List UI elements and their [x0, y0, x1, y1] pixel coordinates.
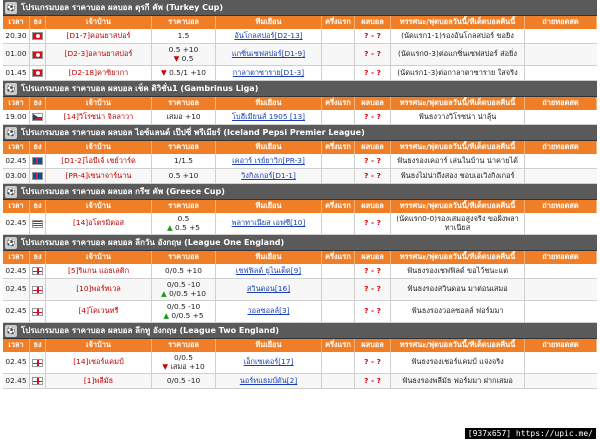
flag-is-icon: [32, 157, 43, 165]
header-home: เจ้าบ้าน: [46, 339, 152, 352]
header-tips: ทรรศนะ/ฟุตบอลวันนี้/ทีเด็ดบอลคืนนี้: [391, 141, 525, 154]
flag-cz-icon: [32, 113, 43, 121]
header-price: ราคาบอล: [152, 141, 216, 154]
match-time: 02.45: [3, 279, 30, 300]
match-row: [3, 352, 597, 374]
arrow-down-icon: ▼: [162, 361, 171, 371]
header-price: ราคาบอล: [152, 16, 216, 29]
final-score: ? - ?: [355, 301, 391, 322]
flag-en-icon: [32, 359, 43, 367]
arrow-down-icon: ▼: [173, 53, 182, 63]
odds-price: 1.5: [152, 29, 216, 43]
header-live: ถ่ายทอดสด: [525, 339, 597, 352]
first-half-score: [322, 279, 355, 300]
league-title: โปรแกรมบอล ราคาบอล ผลบอล เช็ค ดิวิชั่น1 (Gambrinus Liga): [21, 84, 259, 93]
header-time: เวลา: [3, 16, 30, 29]
final-score: ? - ?: [355, 154, 391, 168]
match-row: [3, 169, 597, 184]
league-title: โปรแกรมบอล ราคาบอล ผลบอล ไอซ์แลนด์ เป๊ปซี่ พรีเมียร์ (Iceland Pepsi Premier League): [21, 128, 365, 137]
home-team-link[interactable]: [14]วิโรซน่า จิลลาวา: [46, 110, 152, 124]
final-score: ? - ?: [355, 264, 391, 278]
header-time: เวลา: [3, 200, 30, 213]
final-score: ? - ?: [355, 44, 391, 65]
country-flag-icon: [30, 169, 46, 183]
match-time: 02.45: [3, 264, 30, 278]
header-price: ราคาบอล: [152, 97, 216, 110]
header-live: ถ่ายทอดสด: [525, 200, 597, 213]
header-flag: ธง: [30, 16, 46, 29]
flag-tr-icon: [32, 69, 43, 77]
header-tips: ทรรศนะ/ฟุตบอลวันนี้/ทีเด็ดบอลคืนนี้: [391, 16, 525, 29]
country-flag-icon: [30, 213, 46, 234]
watermark: [937x657] https://upic.me/: [465, 428, 596, 439]
final-score: ? - ?: [355, 279, 391, 300]
match-time: 02.45: [3, 352, 30, 373]
header-half: ครึ่งแรก: [322, 339, 355, 352]
header-price: ราคาบอล: [152, 251, 216, 264]
live-broadcast: [525, 154, 597, 168]
home-team-link[interactable]: [5]ริแกน แอธเลติก: [46, 264, 152, 278]
odds-price: 1/1.5: [152, 154, 216, 168]
header-half: ครึ่งแรก: [322, 251, 355, 264]
flag-en-icon: [32, 308, 43, 316]
home-team-link[interactable]: [D2-18]คาซิยากา: [46, 66, 152, 80]
match-time: 02.45: [3, 301, 30, 322]
flag-en-icon: [32, 267, 43, 275]
header-tips: ทรรศนะ/ฟุตบอลวันนี้/ทีเด็ดบอลคืนนี้: [391, 97, 525, 110]
away-team-link[interactable]: เอ็กเซเตอร์[17]: [216, 352, 322, 373]
league-logo-icon: ⚽: [6, 326, 16, 335]
away-team-link[interactable]: แกซิ่นเซฟสปอร์[D1-9]: [216, 44, 322, 65]
match-time: 03.00: [3, 169, 30, 183]
league-header[interactable]: [3, 184, 597, 200]
away-team-link[interactable]: สวินดอน[16]: [216, 279, 322, 300]
odds-price: 0.5 +10 ▼ 0.5: [152, 44, 216, 65]
home-team-link[interactable]: [D1-7]คอนยาสปอร์: [46, 29, 152, 43]
flag-is-icon: [32, 172, 43, 180]
match-tips: ฟันธงรองสวินดอน มาต่อนเสมอ: [391, 279, 525, 300]
header-flag: ธง: [30, 141, 46, 154]
match-time: 01.45: [3, 66, 30, 80]
final-score: ? - ?: [355, 213, 391, 234]
live-broadcast: [525, 44, 597, 65]
country-flag-icon: [30, 352, 46, 373]
header-price: ราคาบอล: [152, 200, 216, 213]
program-table: [3, 0, 597, 389]
header-flag: ธง: [30, 251, 46, 264]
header-tips: ทรรศนะ/ฟุตบอลวันนี้/ทีเด็ดบอลคืนนี้: [391, 339, 525, 352]
match-row: [3, 110, 597, 125]
header-live: ถ่ายทอดสด: [525, 16, 597, 29]
header-flag: ธง: [30, 97, 46, 110]
header-live: ถ่ายทอดสด: [525, 251, 597, 264]
league-logo-icon: ⚽: [6, 3, 16, 12]
header-result: ผลบอล: [355, 251, 391, 264]
header-tips: ทรรศนะ/ฟุตบอลวันนี้/ทีเด็ดบอลคืนนี้: [391, 200, 525, 213]
header-home: เจ้าบ้าน: [46, 251, 152, 264]
header-tips: ทรรศนะ/ฟุตบอลวันนี้/ทีเด็ดบอลคืนนี้: [391, 251, 525, 264]
away-team-link[interactable]: โบฮีเมียนส์ 1905 [13]: [216, 110, 322, 124]
away-team-link[interactable]: วอลซอลล์[3]: [216, 301, 322, 322]
league-logo-icon: ⚽: [6, 128, 16, 137]
header-home: เจ้าบ้าน: [46, 141, 152, 154]
header-away: ทีมเยือน: [216, 251, 322, 264]
match-time: 02.45: [3, 154, 30, 168]
flag-tr-icon: [32, 32, 43, 40]
final-score: ? - ?: [355, 110, 391, 124]
column-header-row: [3, 339, 597, 352]
home-team-link[interactable]: [D1-2]ไอบีเจ้ เชย์วาร์ด: [46, 154, 152, 168]
live-broadcast: [525, 301, 597, 322]
flag-en-icon: [32, 286, 43, 294]
first-half-score: [322, 374, 355, 388]
odds-price: 0.5 +10: [152, 169, 216, 183]
live-broadcast: [525, 213, 597, 234]
header-away: ทีมเยือน: [216, 200, 322, 213]
away-team-link[interactable]: เคอาร์ เรย์ยาวิก[PR-3]: [216, 154, 322, 168]
away-team-link[interactable]: นอร์ทแธมป์ตัน[2]: [216, 374, 322, 388]
match-row: [3, 374, 597, 389]
header-half: ครึ่งแรก: [322, 141, 355, 154]
league-title: โปรแกรมบอล ราคาบอล ผลบอล ลีกวัน อังกฤษ (League One England): [21, 238, 285, 247]
match-tips: ฟันธงรองพลีมัธ ฟอร์มมา ฝากเสมอ: [391, 374, 525, 388]
first-half-score: [322, 169, 355, 183]
match-time: 02.45: [3, 213, 30, 234]
arrow-up-icon: ▲: [166, 222, 176, 232]
header-away: ทีมเยือน: [216, 141, 322, 154]
header-time: เวลา: [3, 251, 30, 264]
first-half-score: [322, 264, 355, 278]
header-time: เวลา: [3, 339, 30, 352]
header-result: ผลบอล: [355, 339, 391, 352]
live-broadcast: [525, 110, 597, 124]
column-header-row: [3, 251, 597, 264]
home-team-link[interactable]: [1]พลีมัธ: [46, 374, 152, 388]
flag-tr-icon: [32, 51, 43, 59]
odds-price: 0/0.5 -10 ▲ 0/0.5 +10: [152, 279, 216, 300]
odds-price: 0.5 ▲ 0.5 +5: [152, 213, 216, 234]
flag-en-icon: [32, 377, 43, 385]
home-team-link[interactable]: [14]อโตรมิตอส: [46, 213, 152, 234]
odds-price: 0/0.5 ▼ เสมอ +10: [152, 352, 216, 373]
match-row: [3, 154, 597, 169]
header-flag: ธง: [30, 200, 46, 213]
match-time: 02.45: [3, 374, 30, 388]
country-flag-icon: [30, 154, 46, 168]
header-result: ผลบอล: [355, 97, 391, 110]
home-team-link[interactable]: [10]พอร์ทเวล: [46, 279, 152, 300]
match-tips: ฟันธงวางวิโรซน่า น่าลุ้น: [391, 110, 525, 124]
match-row: [3, 301, 597, 323]
header-half: ครึ่งแรก: [322, 16, 355, 29]
match-row: [3, 44, 597, 66]
away-team-link[interactable]: อันโกลสปอร์[D2-13]: [216, 29, 322, 43]
league-title: โปรแกรมบอล ราคาบอล ผลบอล ตุรกี คัพ (Turkey Cup): [21, 3, 224, 12]
header-live: ถ่ายทอดสด: [525, 97, 597, 110]
flag-gr-icon: [32, 220, 43, 228]
match-tips: ฟันธงไม่น่าถึงสอง ชอบเอเวิงกิงเกอร์: [391, 169, 525, 183]
match-tips: (นัดแรก1-3)ต่อกาลาตาซาราย ใสจริง: [391, 66, 525, 80]
column-header-row: [3, 97, 597, 110]
first-half-score: [322, 213, 355, 234]
country-flag-icon: [30, 110, 46, 124]
country-flag-icon: [30, 29, 46, 43]
header-away: ทีมเยือน: [216, 339, 322, 352]
final-score: ? - ?: [355, 374, 391, 388]
odds-price: ▼ 0.5/1 +10: [152, 66, 216, 80]
first-half-score: [322, 66, 355, 80]
match-tips: (นัดแรก0-0)รองเสมอสูงจริง ขอฝั่งพลาทาเนียส: [391, 213, 525, 234]
live-broadcast: [525, 264, 597, 278]
home-team-link[interactable]: [D2-3]อลานยาสปอร์: [46, 44, 152, 65]
league-header[interactable]: [3, 0, 597, 16]
home-team-link[interactable]: [PR-4]เซนาจาร์นาน: [46, 169, 152, 183]
header-time: เวลา: [3, 97, 30, 110]
league-logo-icon: ⚽: [6, 238, 16, 247]
header-home: เจ้าบ้าน: [46, 16, 152, 29]
league-header[interactable]: [3, 235, 597, 251]
header-live: ถ่ายทอดสด: [525, 141, 597, 154]
league-title: โปรแกรมบอล ราคาบอล ผลบอล ลีกทู อังกฤษ (League Two England): [21, 326, 280, 335]
final-score: ? - ?: [355, 66, 391, 80]
final-score: ? - ?: [355, 169, 391, 183]
first-half-score: [322, 154, 355, 168]
country-flag-icon: [30, 66, 46, 80]
league-title: โปรแกรมบอล ราคาบอล ผลบอล กรีซ คัพ (Greece Cup): [21, 187, 225, 196]
header-home: เจ้าบ้าน: [46, 97, 152, 110]
country-flag-icon: [30, 264, 46, 278]
odds-price: 0/0.5 -10 ▲ 0/0.5 +5: [152, 301, 216, 322]
header-away: ทีมเยือน: [216, 16, 322, 29]
first-half-score: [322, 352, 355, 373]
match-tips: ฟันธงรองเชฟฟิลด์ ขอไว้ชนะแต่: [391, 264, 525, 278]
match-tips: (นัดแรก1-1)รองอันโกลสปอร์ ขอยิง: [391, 29, 525, 43]
league-logo-icon: ⚽: [6, 84, 16, 93]
match-time: 01.00: [3, 44, 30, 65]
final-score: ? - ?: [355, 352, 391, 373]
match-row: [3, 66, 597, 81]
country-flag-icon: [30, 301, 46, 322]
header-half: ครึ่งแรก: [322, 97, 355, 110]
league-header[interactable]: [3, 81, 597, 97]
column-header-row: [3, 141, 597, 154]
match-tips: ฟันธงรองวอลซอลล์ ฟอร์มมา: [391, 301, 525, 322]
match-row: [3, 29, 597, 44]
first-half-score: [322, 44, 355, 65]
first-half-score: [322, 29, 355, 43]
match-time: 19.00: [3, 110, 30, 124]
odds-price: 0/0.5 +10: [152, 264, 216, 278]
odds-price: 0/0.5 -10: [152, 374, 216, 388]
away-team-link[interactable]: เชฟฟิลด์ ยูไนเต็ด[9]: [216, 264, 322, 278]
away-team-link[interactable]: พลาทาเนียส เอฟซี[10]: [216, 213, 322, 234]
country-flag-icon: [30, 374, 46, 388]
match-tips: (นัดแรก0-3)ต่อแกซิ่นเซฟสปอร์ ส่อยิ่ง: [391, 44, 525, 65]
arrow-up-icon: ▲: [163, 310, 172, 320]
home-team-link[interactable]: [4]โคเวนทรี: [46, 301, 152, 322]
league-header[interactable]: [3, 125, 597, 141]
match-row: [3, 213, 597, 235]
arrow-down-icon: ▼: [161, 67, 170, 77]
match-tips: ฟันธงรองเคอาร์ เล่นในบ้าน น่าคายได้: [391, 154, 525, 168]
league-logo-icon: ⚽: [6, 187, 16, 196]
live-broadcast: [525, 66, 597, 80]
away-team-link[interactable]: วิงกิงเกอร์[D1-1]: [216, 169, 322, 183]
live-broadcast: [525, 374, 597, 388]
final-score: ? - ?: [355, 29, 391, 43]
column-header-row: [3, 16, 597, 29]
header-time: เวลา: [3, 141, 30, 154]
header-price: ราคาบอล: [152, 339, 216, 352]
match-time: 20.30: [3, 29, 30, 43]
odds-price: เสมอ +10: [152, 110, 216, 124]
header-result: ผลบอล: [355, 141, 391, 154]
home-team-link[interactable]: [14]เชอร์แคมป์: [46, 352, 152, 373]
first-half-score: [322, 301, 355, 322]
first-half-score: [322, 110, 355, 124]
arrow-up-icon: ▲: [161, 288, 170, 298]
country-flag-icon: [30, 44, 46, 65]
header-half: ครึ่งแรก: [322, 200, 355, 213]
live-broadcast: [525, 352, 597, 373]
match-tips: ฟันธงรองเชอร์แคมป์ แจ่งจริง: [391, 352, 525, 373]
match-row: [3, 279, 597, 301]
live-broadcast: [525, 169, 597, 183]
league-header[interactable]: [3, 323, 597, 339]
header-result: ผลบอล: [355, 200, 391, 213]
live-broadcast: [525, 279, 597, 300]
away-team-link[interactable]: กาลาตาซาราย[D1-3]: [216, 66, 322, 80]
match-row: [3, 264, 597, 279]
header-result: ผลบอล: [355, 16, 391, 29]
header-flag: ธง: [30, 339, 46, 352]
column-header-row: [3, 200, 597, 213]
header-home: เจ้าบ้าน: [46, 200, 152, 213]
live-broadcast: [525, 29, 597, 43]
header-away: ทีมเยือน: [216, 97, 322, 110]
country-flag-icon: [30, 279, 46, 300]
